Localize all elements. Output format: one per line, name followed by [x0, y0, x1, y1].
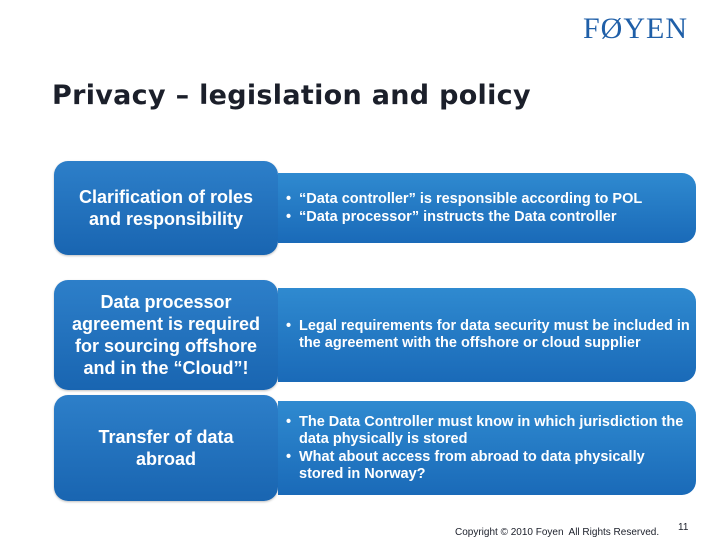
copyright-text: Copyright © 2010 Foyen All Rights Reserved.	[455, 527, 660, 538]
foyen-logo: FØYEN	[582, 12, 688, 45]
tile-label: Data processor agreement is required for sourcing offshore and in the “Cloud”!	[71, 292, 261, 378]
content-row-agreement	[54, 280, 702, 390]
slide-title: Privacy – legislation and policy	[52, 80, 531, 111]
bullet-list	[284, 190, 642, 227]
tile-label: Transfer of data abroad	[98, 427, 234, 469]
tile-agreement	[54, 280, 278, 390]
card-roles	[278, 173, 696, 243]
bullet-list	[284, 413, 690, 484]
tile-roles	[54, 161, 278, 255]
card-agreement	[278, 288, 696, 382]
bullet-item: • “Data processor” instructs the Data controller	[284, 209, 642, 226]
tile-label: Clarification of roles and responsibility	[78, 187, 254, 229]
bullet-list	[284, 317, 690, 353]
tile-transfer	[54, 395, 278, 501]
bullet-item: • Legal requirements for data security must be included in the agreement with the offshore or cloud supplier	[284, 318, 690, 352]
bullet-item: • What about access from abroad to data physically stored in Norway?	[284, 449, 690, 483]
bullet-item: • “Data controller” is responsible according to POL	[284, 191, 642, 208]
content-row-transfer	[54, 395, 702, 501]
card-transfer	[278, 401, 696, 495]
content-row-roles	[54, 161, 702, 255]
page-number: 11	[678, 522, 689, 533]
bullet-item: • The Data Controller must know in which jurisdiction the data physically is stored	[284, 414, 690, 448]
